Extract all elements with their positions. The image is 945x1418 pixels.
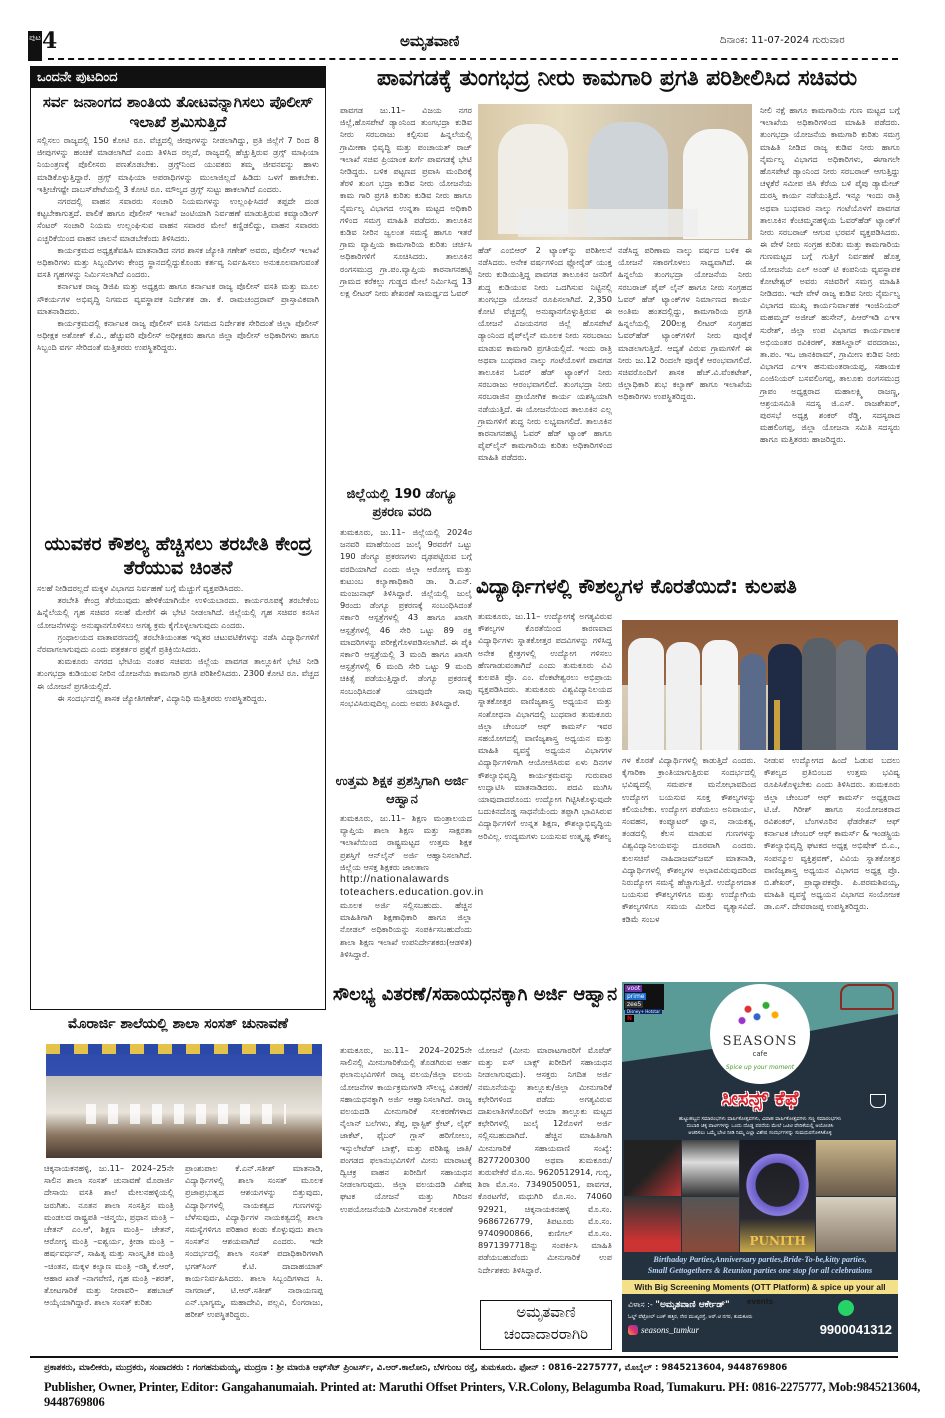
masthead: ಅಮೃತವಾಣಿ [400, 32, 460, 50]
teacher-award-text: ತುಮಕೂರು, ಜು.11– ಶಿಕ್ಷಣ ಮಂತ್ರಾಲಯದ ವ್ಯಾಪ್ತಿಯ ಶಾಲಾ ಶಿಕ್ಷಣ ಮತ್ತು ಸಾಕ್ಷರತಾ ಇಲಾಖೆಯಿಂದ ರಾಷ್ಟ್ರಮಟ್ಟದ ಉತ್ತಮ ಶಿಕ್ಷಕ ಪ್ರಶಸ್ತಿಗೆ ಆನ್‌ಲೈನ್ ಅರ್ಜಿ ಆಹ್ವಾನಿಸಲಾಗಿದೆ. ಜಿಲ್ಲೆಯ ಆಸಕ್ತ ಶಿಕ್ಷಕರು ಜಾಲತಾಣ [340, 813, 472, 872]
page-label: ಪುಟ [28, 31, 42, 61]
screening-banner: With Big Screening Moments (OTT Platform) & spice up your all events [622, 1280, 898, 1294]
ott-badge: zee5 [627, 1001, 642, 1008]
ott-badge: N [627, 1015, 633, 1022]
school-parliament-photo [46, 1044, 322, 1158]
footer-english-imprint: Publisher, Owner, Printer, Editor: Gangahanumaiah. Printed at: Maruthi Offset Printers, V.R.Colony, Belagumba Road, Tumakuru. PH: 0816-2275777, Mob:9845213604, 9448769806 [44, 1380, 921, 1409]
paragraph: ತುಮಕೂರು ನಗರದ ಭೇಟಿಯ ನಂತರ ಸಚಿವರು ಜಿಲ್ಲೆಯ ಪಾವಗಡ ತಾಲ್ಲೂಕಿಗೆ ಭೇಟಿ ನೀಡಿ ತುಂಗಭದ್ರಾ ಕುಡಿಯುವ ನೀರಿನ ಯೋಜನೆಯ ಕಾಮಗಾರಿ ಪ್ರಗತಿ ಪರಿಶೀಲಿಸಿದರು. 2300 ಕೋಟಿ ರೂ. ವೆಚ್ಚದ ಈ ಯೋಜನೆ ಪ್ರಗತಿಯಲ್ಲಿದೆ. [37, 656, 319, 691]
skills-col2: ಗಳ ಕೊರತೆ ವಿದ್ಯಾರ್ಥಿಗಳಲ್ಲಿ ಕಾಡುತ್ತಿದೆ ಎಂದರು. ಕೈಗಾರಿಕಾ ಕ್ರಾಂತಿಯಾಗುತ್ತಿರುವ ಸಂದರ್ಭದಲ್ಲಿ ಭವಿಷ್ಯದಲ್ಲಿ ಸಮರ್ಪಕ ಮನೋಭಾವದಿಂದ ಉದ್ಯೋಗ ಬಯಸುವ ಸೂಕ್ತ ಕೌಶಲ್ಯಗಳನ್ನು ಕಲಿಯಬೇಕು. ಉದ್ಯೋಗ ಪಡೆಯಲು ಅನಿವಾರ್ಯ, ಸಂವಹನ, ಕಂಪ್ಯೂಟರ್ ಜ್ಞಾನ, ನಾಯಕತ್ವ, ತಂಡದಲ್ಲಿ ಕೆಲಸ ಮಾಡುವ ಗುಣಗಳನ್ನು ವಿಶ್ವವಿದ್ಯಾನಿಲಯವನ್ನು ದೂರವಾಗಿ ಎಂದರು. ಕುಲಸಚಿವೆ ನಾಹಿದಾಜಮ್‌ಜಮ್ ಮಾತನಾಡಿ, ವಿದ್ಯಾರ್ಥಿಗಳಲ್ಲಿ ಕೌಶಲ್ಯಗಳ ಅಭಾವವಿರುವುದರಿಂದ ನಿರುದ್ಯೋಗ ಸಮಸ್ಯೆ ಹೆಚ್ಚಾಗುತ್ತಿದೆ. ಉದ್ಯೋಗದಾತ ಬಯಸುವ ಕೌಶಲ್ಯಗಳಿಗೂ ಮತ್ತು ಉದ್ಯೋಗಿಯ ಕೌಶಲ್ಯಗಳಿಗೂ ಸಮಯ ಮೀರಿದ ವ್ಯತ್ಯಾಸವಿದೆ. ಕಡಿಮೆ ಸಂಬಳ [622, 755, 756, 924]
ad-description [626, 1116, 894, 1137]
certificates [86, 1104, 286, 1124]
main-story-col1: ಪಾವಗಡ ಜು.11– ವಿಜಯ ನಗರ ಜಿಲ್ಲೆ,ಹೊಸಪೇಟೆ ಡ್ಯಾಂನಿಂದ ತುಂಗಭದ್ರಾ ಕುಡಿವ ನೀರು ಸರಬರಾಜು ಕಲ್ಪಿಸುವ ಹಿನ್ನಲೆಯಲ್ಲಿ ಗ್ರಾಮೀಣಾ ಭಿವೃದ್ಧಿ ಮತ್ತು ಪಂಚಾಯತ್ ರಾಜ್ ಇಲಾಖೆ ಸಚಿವ ಪ್ರಿಯಾಂಕ ಖರ್ಗೆ ಪಾವಗಡಕ್ಕೆ ಭೇಟಿ ನೀಡಿದ್ದರು. ಬಳಿಕ ಪಟ್ಟಣದ ಪ್ರವಾಸಿ ಮಂದಿರಕ್ಕೆ ತೆರಳಿ ತುಂಗ ಭದ್ರಾ ಕುಡಿವ ನೀರು ಯೋಜನೆಯ ಕಾಮ ಗಾರಿ ಪ್ರಗತಿ ಕುರಿತು ಕುಡಿವ ನೀರು ಹಾಗೂ ನೈರ್ಮಲ್ಯ ವಿಭಾಗದ ಉನ್ನತಾ ಮಟ್ಟದ ಅಧಿಕಾರಿ ಗಳಿಂದ ಸಮಗ್ರ ಮಾಹಿತಿ ಪಡೆದರು. ತಾಲೂಕಿನ ಕುಡಿವ ನೀರಿನ ಜ್ವಲಂತ ಸಮಸ್ಯೆ ಹಾಗೂ ಇತರೆ ಗ್ರಾಮ ವ್ಯಾಪ್ತಿಯ ಕಾಮಗಾರಿಯ ಕುರಿತು ಚರ್ಚಿಸಿ ಅಧಿಕಾರಿಗಳಿಗೆ ಸೂಚಿಸಿದರು. ತಾಲೂಕಿನ ರಂಗಸಮುದ್ರ ಗ್ರಾ.ಪಂ.ವ್ಯಾಪ್ತಿಯ ಕಾರನಾಗನಹಟ್ಟಿ ಗ್ರಾಮದ ಕರೆಕಲ್ಲು ಗುಡ್ಡದ ಮೇಲೆ ನಿರ್ಮಿಸಿದ್ದ 13 ಲಕ್ಷ ಲೀಟರ್ ನೀರು ಶೇಖರಣೆ ಸಾಮರ್ಥ್ಯದ ಓವರ್ [340, 105, 472, 299]
award-url-line2[interactable]: toteachers.education.gov.in [340, 886, 484, 899]
dengue-body: ತುಮಕೂರು, ಜು.11– ಜಿಲ್ಲೆಯಲ್ಲಿ 2024ರ ಜನವರಿ ಮಾಹೆಯಿಂದ ಜುಲೈ 9ರವರೆಗೆ ಒಟ್ಟು 190 ಡೆಂಗ್ಯೂ ಪ್ರಕರಣಗಳು ದೃಢಪಟ್ಟಿರುವ ಬಗ್ಗೆ ವರದಿಯಾಗಿದೆ ಎಂದು ಜಿಲ್ಲಾ ಆರೋಗ್ಯ ಮತ್ತು ಕುಟುಂಬ ಕಲ್ಯಾಣಾಧಿಕಾರಿ ಡಾ. ಡಿ.ಎನ್. ಮಂಜುನಾಥ್ ತಿಳಿಸಿದ್ದಾರೆ. ಜಿಲ್ಲೆಯಲ್ಲಿ ಜುಲೈ 9ರಂದು ಡೆಂಗ್ಯೂ ಪ್ರಕರಣಕ್ಕೆ ಸಂಬಂಧಿಸಿದಂತೆ ಸರ್ಕಾರಿ ಆಸ್ಪತ್ರೆಗಳಲ್ಲಿ 43 ಹಾಗೂ ಖಾಸಗಿ ಆಸ್ಪತ್ರೆಗಳಲ್ಲಿ 46 ಸೇರಿ ಒಟ್ಟು 89 ರಕ್ತ ಮಾದರಿಗಳನ್ನು ಪರೀಕ್ಷೆಗೊಳಪಡಿಸಲಾಗಿದೆ. ಈ ಪೈಕಿ ಸರ್ಕಾರಿ ಆಸ್ಪತ್ರೆಯಲ್ಲಿ 3 ಮಂದಿ ಹಾಗೂ ಖಾಸಗಿ ಆಸ್ಪತ್ರೆಗಳಲ್ಲಿ 6 ಮಂದಿ ಸೇರಿ ಒಟ್ಟು 9 ಮಂದಿ ಚಿಕಿತ್ಸೆ ಪಡೆಯುತ್ತಿದ್ದಾರೆ. ಡೆಂಗ್ಯೂ ಪ್ರಕರಣಕ್ಕೆ ಸಂಬಂಧಿಸಿದಂತೆ ಯಾವುದೇ ಸಾವು ಸಂಭವಿಸಿರುವುದಿಲ್ಲ ಎಂದು ಅವರು ತಿಳಿಸಿದ್ದಾರೆ. [340, 527, 472, 708]
party-types-line: Birthaday Parties,Anniversary parties,Bride-To-be,kitty parties, [653, 1255, 867, 1264]
subscription-cta: ಚಂದಾದಾರರಾಗಿರಿ [503, 1325, 589, 1343]
continued-section [30, 66, 326, 1010]
lamp-lighting-photo [622, 620, 898, 750]
instagram-handle[interactable] [628, 1325, 699, 1335]
minister-meeting-photo [478, 104, 752, 240]
ott-badges [624, 984, 664, 1022]
paragraph: ಕಾರ್ಯಕ್ರಮದಲ್ಲಿ ಕರ್ನಾಟಕ ರಾಜ್ಯ ಪೊಲೀಸ್ ವಸತಿ ನಿಗಮದ ನಿರ್ದೇಶಕ ಸೇರಿದಂತೆ ಜಿಲ್ಲಾ ಪೊಲೀಸ್ ಅಧೀಕ್ಷಕ ಅಶೋಕ್ ಕೆ.ವಿ., ಹೆಚ್ಚುವರಿ ಪೊಲೀಸ್ ಅಧೀಕ್ಷಕರು ಹಾಗೂ ಜಿಲ್ಲಾ ಪೊಲೀಸ್ ಅಧಿಕಾರಿಗಳು ಹಾಗೂ ಸಿಬ್ಬಂದಿ ವರ್ಗ ಸೇರಿದಂತೆ ಮತ್ತಿತರರು ಉಪಸ್ಥಿತರಿದ್ದರು. [37, 318, 319, 353]
youth-skills-body [31, 582, 325, 974]
cafe-logo-icon [840, 984, 894, 1010]
school-parliament-col1: ಚಿಕ್ಕನಾಯಕನಹಳ್ಳಿ, ಜು.11– 2024–25ನೇ ಸಾಲಿನ ಶಾಲಾ ಸಂಸತ್ ಚುನಾವಣೆ ಮೊರಾರ್ಜಿ ದೇಸಾಯಿ ವಸತಿ ಶಾಲೆ ಮೇಲನಹಳ್ಳಿಯಲ್ಲಿ ಜರುಗಿತು. ನೂತನ ಶಾಲಾ ಸಂಸತ್ತಿನ ಮಂತ್ರಿ ಮಂಡಲದ ರಾಷ್ಟ್ರಪತಿ –ಚಿನ್ಮಯಿ, ಪ್ರಧಾನ ಮಂತ್ರಿ –ಚೇತನ್ ಎಂ.ಆಿ, ಶಿಕ್ಷಣ ಮಂತ್ರಿ– ಚೇತನ್, ಆರೋಗ್ಯ ಮಂತ್ರಿ –ಐಶ್ವರ್ಯ, ಕ್ರೀಡಾ ಮಂತ್ರಿ –ಹರ್ಷವರ್ಧನ್, ಸಾಹಿತ್ಯ ಮತ್ತು ಸಾಂಸ್ಕೃತಿಕ ಮಂತ್ರಿ –ಚಿಂತನ, ಮಕ್ಕಳ ಕಲ್ಯಾಣ ಮಂತ್ರಿ –ರಶ್ಮಿ ಕೆ.ಆರ್, ಆಹಾರ ಖಾತೆ –ನಾಗವೇಣಿ, ಗೃಹ ಮಂತ್ರಿ –ಶರತ್, ತೋಟಗಾರಿಕೆ ಮತ್ತು ನೀರಾವರಿ– ಶಹಬಾಜ್ ಆಯ್ಕೆಯಾಗಿದ್ದಾರೆ. ಶಾಲಾ ಸಂಸತ್ ಕುರಿತು [44, 1163, 174, 1308]
logo-tagline: Spice up your moment [725, 1064, 795, 1071]
skills-col3: ನೀಡುವ ಉದ್ಯೋಗದ ಹಿಂದೆ ಓಡುವ ಬದಲು ಕೌಶಲ್ಯದ ಪ್ರತಿಬಿಂಬದ ಉತ್ತಮ ಭವಿಷ್ಯ ರೂಪಿಸಿಕೊಳ್ಳಬೇಕು ಎಂದು ತಿಳಿಸಿದರು. ತುಮಕೂರು ಜಿಲ್ಲಾ ಚೇಂಬರ್ ಆಫ್ ಕಾಮರ್ಸ್ ಅಧ್ಯಕ್ಷರಾದ ಟಿ.ಜೆ. ಗಿರೀಶ್ ಹಾಗೂ ಸಂಯೋಜಕರಾದ ರವಿಶಂಕರ್, ಬೆಂಗಳೂರಿನ ಫೆಡರೇಶನ್ ಆಫ್ ಕರ್ನಾಟಕ ಚೇಂಬರ್ ಆಫ್ ಕಾಮರ್ಸ್ & ಇಂಡಸ್ಟ್ರಿಯ ಕೌಶಲ್ಯಾಭಿವೃದ್ಧಿ ಘಟಕದ ಅಧ್ಯಕ್ಷ ಅಭಿಷೇಕ್ ಬಿ.ಎ., ಸಂಪನ್ಮೂಲ ವ್ಯಕ್ತಿಶ್ರವಣ್, ವಿವಿಯ ಸ್ನಾತಕೋತ್ತರ ವಾಣಿಜ್ಯಶಾಸ್ತ್ರ ಅಧ್ಯಯನ ವಿಭಾಗದ ಅಧ್ಯಕ್ಷ ಪ್ರೊ. ಬಿ.ಶೇಖರ್, ಪ್ರಾಧ್ಯಾಪಕಪ್ರೊ. ಪಿ.ಪರಮಶಿವಯ್ಯ, ಮಾಹಿತಿ ವ್ಯವಸ್ಥೆ ಅಧ್ಯಯನ ವಿಭಾಗದ ಸಂಯೋಜಕ ಡಾ.ಎಸ್. ದೇವರಾಜಪ್ಪ ಉಪಸ್ಥಿತರಿದ್ದರು. [764, 755, 900, 912]
collage-photo [682, 1140, 739, 1196]
tree-icon [730, 994, 790, 1032]
footer-kannada-imprint: ಪ್ರಕಾಶಕರು, ಮಾಲೀಕರು, ಮುದ್ರಕರು, ಸಂಪಾದಕರು : ಗಂಗಹನುಮಯ್ಯ, ಮುದ್ರಣ : ಶ್ರೀ ಮಾರುತಿ ಆಫ್‌ಸೆಟ್ ಪ್ರಿಂಟರ್ಸ್, ವಿ.ಆರ್.ಕಾಲೋನಿ, ಬೆಳಗುಂಬ ರಸ್ತೆ, ತುಮಕೂರು. ಫೋನ್ : 0816–2275777, ಮೊಬೈಲ್ : 9845213604, 9448769806 [44, 1363, 788, 1373]
whatsapp-icon [838, 1300, 854, 1316]
school-parliament-col2: ಪ್ರಾಂಶುಪಾಲ ಕೆ.ಎನ್.ಸತೀಶ್ ಮಾತನಾಡಿ, ವಿದ್ಯಾರ್ಥಿಗಳಲ್ಲಿ ಶಾಲಾ ಸಂಸತ್ ಮೂಲಕ ಪ್ರಜಾಪ್ರಭುತ್ವದ ಆಶಯಗಳನ್ನು ಬಿತ್ತುವುದು, ವಿದ್ಯಾರ್ಥಿಗಳಲ್ಲಿ ನಾಯಕತ್ವದ ಗುಣಗಳನ್ನು ಬೆಳೆಸುವುದು, ವಿದ್ಯಾರ್ಥಿಗಳ ನಾಯಕತ್ವದಲ್ಲಿ ಶಾಲಾ ಸಮಸ್ಯೆಗಳಿಗೂ ಪರಿಹಾರ ಕಂಡು ಕೊಳ್ಳುವುದು ಶಾಲಾ ಸಂಸತ್‌ನ ಆಶಯವಾಗಿದೆ ಎಂದರು. ಇದೇ ಸಂದರ್ಭದಲ್ಲಿ ಶಾಲಾ ಸಂಸತ್ ಪದಾಧಿಕಾರಿಗಳಾಗಿ ಭಗತ್‌ಸಿಂಗ್ ಕೆ.ಟಿ. ದಾದಾಹಯಾತ್ ಕಾರ್ಯನಿರ್ವಹಿಸಿದರು. ಶಾಲಾ ಸಿಬ್ಬಂದಿಗಳಾದ ಸಿ. ನಾಗರಾಜ್, ಟಿ.ಆರ್.ಸತೀಶ್ ನಾರಾಯಣಪ್ಪ ಎನ್.ಭಾಗ್ಯಮ್ಮ, ಮಹಾದೇವಿ, ಪಲ್ಲವಿ, ಲಿಂಗರಾಜು, ಹರೀಶ್ ಉಪಸ್ಥಿತರಿದ್ದರು. [185, 1163, 323, 1320]
ott-badge: Disney+ Hotstar [627, 1009, 661, 1014]
ad-desc-line: ಹುಟ್ಟುಹಬ್ಬದ ಸಮಾರಂಭಗಳು ವಾರ್ಷಿಕೋತ್ಸವಗಳು, ವಿವಾಹ ವಾರ್ಷಿಕೋತ್ಸವಗಳು ಸಣ್ಣ ಸಮಾರಂಭಗಳು [678, 1116, 842, 1122]
oil-lamp [774, 700, 780, 750]
paragraph: ಈ ಸಂದರ್ಭದಲ್ಲಿ ಶಾಸಕ ಜ್ಯೋತಿಗಣೇಶ್, ವಿದ್ಯಾನಿಧಿ ಮತ್ತಿತರರು ಉಪಸ್ಥಿತರಿದ್ದರು. [57, 692, 267, 703]
ott-badge: voot [627, 985, 641, 992]
ad-phone[interactable]: 9900041312 [819, 1322, 892, 1337]
skills-col1: ತುಮಕೂರು, ಜು.11– ಉದ್ಯೋಗಕ್ಕೆ ಅಗತ್ಯವಿರುವ ಕೌಶಲ್ಯಗಳ ಕೊರತೆಯಿಂದ ಕಾರಣವಾದ ವಿದ್ಯಾರ್ಥಿಗಳು ಸ್ನಾತಕೋತ್ತರ ಪದವಿಗಳನ್ನು ಗಳಿಸಿದ್ದ ಅನೇಕ ಕ್ಷೇತ್ರಗಳಲ್ಲಿ ಉದ್ಯೋಗ ಗಳಿಸಲು ಹೆಣಗಾಡುವಂತಾಗಿದೆ ಎಂದು ತುಮಕೂರು ವಿವಿ ಕುಲಪತಿ ಪ್ರೊ. ಎಂ. ವೆಂಕಟೇಶ್ವರಲು ಅಭಿಪ್ರಾಯ ವ್ಯಕ್ತಪಡಿಸಿದರು. ತುಮಕೂರು ವಿಶ್ವವಿದ್ಯಾನಿಲಯದ ಸ್ನಾತಕೋತ್ತರ ವಾಣಿಜ್ಯಶಾಸ್ತ್ರ ಅಧ್ಯಯನ ಮತ್ತು ಸಂಶೋಧನಾ ವಿಭಾಗದಲ್ಲಿ ಬುಧವಾರ ತುಮಕೂರು ಜಿಲ್ಲಾ ಚೇಂಬರ್ ಆಫ್ ಕಾಮರ್ಸ್ ಇವರ ಸಹಯೋಗದಲ್ಲಿ ವಾಣಿಜ್ಯಶಾಸ್ತ್ರ ಅಧ್ಯಯನ ಮತ್ತು ಮಾಹಿತಿ ವ್ಯವಸ್ಥೆ ಅಧ್ಯಯನ ವಿಭಾಗಗಳ ವಿದ್ಯಾರ್ಥಿಗಳಿಗಾಗಿ ಆಯೋಜಿಸಿರುವ ಏಳು ದಿನಗಳ ಕೌಶಲ್ಯಾಭಿವೃದ್ಧಿ ಕಾರ್ಯಕ್ರಮವನ್ನು ಗುರುವಾರ ಉದ್ಘಾಟಿಸಿ ಮಾತನಾಡಿದರು. ಪದವಿ ಮುಗಿಸಿ ಯಾವುದಾದರೊಂದು ಉದ್ಯೋಗ ಗಿಟ್ಟಿಸಿಕೊಳ್ಳುವುದೇ ಬದುಕಿನದೊಡ್ಡ ಸಾಧನೆಯೆಂದು ತಪ್ಪಾಗಿ ಭಾವಿಸಿರುವ ವಿದ್ಯಾರ್ಥಿಗಳಿಗೆ ಉನ್ನತ ಶಿಕ್ಷಣ, ಕೌಶಲ್ಯಾಭಿವೃದ್ಧಿಯ ಅರಿವಿಲ್ಲ. ಉದ್ಯಮಗಳು ಬಯಸುವ ಉತ್ಕೃಷ್ಟ ಕೌಶಲ್ಯ [478, 611, 612, 841]
seasons-logo [710, 984, 810, 1084]
paragraph: ತರಬೇತಿ ಕೇಂದ್ರ ತೆರೆಯುವುದು ಹೇಳಿಕೆಯಾಗಿಯೇ ಉಳಿಯಬಾರದು. ಕಾರ್ಯರೂಪಕ್ಕೆ ತರಬೇಕೆಂಬ ಹಿನ್ನೆಲೆಯಲ್ಲಿ ಗೃಹ ಸಚಿವರ ಸಲಹೆ ಮೇರೆಗೆ ಈ ಭೇಟಿ ನೀಡಲಾಗಿದೆ. ಜಿಲ್ಲೆಯಲ್ಲಿ ಗೃಹ ಸಚಿವರ ಕನಸಿನ ಯೋಜನೆಗಳನ್ನು ಅನುಷ್ಠಾನಗೊಳಿಸಲು ಅಗತ್ಯ ಕ್ರಮ ಕೈಗೊಳ್ಳಲಾಗುವುದು ಎಂದರು. [37, 595, 319, 630]
award-url[interactable] [340, 873, 484, 899]
address-label: ವಿಳಾಸ :- [628, 1300, 653, 1309]
party-types-line: Small Gettogethers & Reunion parties one stop for all celebrations [647, 1266, 873, 1275]
teacher-award-headline: ಉತ್ತಮ ಶಿಕ್ಷಕ ಪ್ರಶಸ್ತಿಗಾಗಿ ಅರ್ಜಿ ಆಹ್ವಾನ [335, 774, 469, 807]
person [666, 642, 700, 750]
subscription-box[interactable] [480, 1300, 612, 1350]
collage-photo [624, 1197, 681, 1253]
person [866, 644, 898, 750]
issue-date: ದಿನಾಂಕ: 11-07-2024 ಗುರುವಾರ [720, 35, 845, 46]
ad-desc-line: ಆಚರಿಸಲು ಒಮ್ಮೆ ಭೇಟಿ ನೀಡಿ ನಿಮ್ಮ ಎಲ್ಲಾ ವಿಶೇಷ ಸಂದರ್ಭಗಳನ್ನು ಸುಮಧುರಗೊಳಿಸಿಕೊಳ್ಳಿ [688, 1130, 832, 1136]
collage-photo [682, 1197, 739, 1253]
coffee-cup-icon [870, 1094, 886, 1108]
ad-address [628, 1300, 730, 1310]
ott-badge: prime [627, 993, 645, 1000]
main-story-headline: ಪಾವಗಡಕ್ಕೆ ತುಂಗಭದ್ರ ನೀರು ಕಾಮಗಾರಿ ಪ್ರಗತಿ ಪರಿಶೀಲಿಸಿದ ಸಚಿವರು [376, 66, 858, 91]
header-divider [48, 58, 898, 60]
collage-photo [624, 1140, 681, 1196]
ad-desc-line: ದುಬಾರಿ ಚಿಕ್ಕ ಪಾರ್ಟಿಗಳನ್ನು ಒಂದು ದೊಡ್ಡ ಪರದೆಯ ಮೇಲೆ ಒಟಿಟಿ ವೇದಿಕೆಯಲ್ಲಿ ಆಯೋಜಿಸಿ [686, 1123, 834, 1129]
section-label: ಒಂದನೇ ಪುಟದಿಂದ [31, 67, 325, 88]
school-parliament-headline: ಮೊರಾರ್ಜಿ ಶಾಲೆಯಲ್ಲಿ ಶಾಲಾ ಸಂಸತ್ ಚುನಾವಣೆ [68, 1016, 288, 1032]
person [628, 638, 664, 750]
police-article-headline: ಸರ್ವ ಜನಾಂಗದ ಶಾಂತಿಯ ತೋಟವನ್ನಾಗಿಸಲು ಪೊಲೀಸ್ ಇಲಾಖೆ ಶ್ರಮಿಸುತ್ತಿದೆ [42, 93, 314, 131]
person [802, 638, 836, 750]
seasons-cafe-ad [622, 982, 898, 1352]
documents [518, 209, 698, 237]
paragraph: ಕರ್ನಾಟಕ ರಾಜ್ಯ ಡಿಜಿಪಿ ಮತ್ತು ಅಧ್ಯಕ್ಷರು ಹಾಗೂ ಕರ್ನಾಟಕ ರಾಜ್ಯ ಪೊಲೀಸ್ ವಸತಿ ಮತ್ತು ಮೂಲ ಸೌಕರ್ಯಗಳ ಅಭಿವೃದ್ಧಿ ನಿಗಮದ ವ್ಯವಸ್ಥಾಪಕ ನಿರ್ದೇಶಕ ಡಾ. ಕೆ. ರಾಮಚಂದ್ರರಾವ್ ಪ್ರಾಸ್ತಾವಿಕವಾಗಿ ಮಾತನಾಡಿದರು. [37, 281, 319, 316]
youth-skills-headline: ಯುವಕರ ಕೌಶಲ್ಯ ಹೆಚ್ಚಿಸಲು ತರಬೇತಿ ಕೇಂದ್ರ ತೆರೆಯುವ ಚಿಂತನೆ [44, 533, 312, 579]
main-story-col4: ನೀಲಿ ನಕ್ಷೆ ಹಾಗೂ ಕಾಮಗಾರಿಯ ಗುಣ ಮಟ್ಟದ ಬಗ್ಗೆ ಇಲಾಖೆಯ ಅಧಿಕಾರಿಗಳಿಂದ ಮಾಹಿತಿ ಪಡೆದರು. ತುಂಗಭದ್ರಾ ಯೋಜನೆಯ ಕಾಮಗಾರಿ ಕುರಿತು ಸಮಗ್ರ ಮಾಹಿತಿ ನೀಡಿದ ರಾಜ್ಯ ಕುಡಿವ ನೀರು ಹಾಗೂ ನೈರ್ಮಲ್ಯ ವಿಭಾಗದ ಅಧಿಕಾರಿಗಳು, ಈಗಾಗಲೇ ಹೊಸಪೇಟೆ ಡ್ಯಾಂನಿಂದ ನೀರು ಸರಬರಾಜ್ ಆಗುತ್ತಿದ್ದು ಚಳ್ಳಕೆರೆ ಸಮೀಪ ಜಿಸಿ ಕೆರೆಯ ಬಳಿ ಪೈಪು ಡ್ಯಾಮೇಜ್ ದುರಸ್ತಿ ಕಾರ್ಯ ನಡೆಯುತ್ತಿದೆ. ಇನ್ನೂ ಇಂದು ರಾತ್ರಿ ಅಥವಾ ಬುಧವಾರ ನಾಲ್ಕು ಗಂಟೆಯೊಳಗೆ ಪಾವಗಡ ತಾಲೂಕಿನ ಕೆಂಚಮ್ಮನಹಳ್ಳಿಯ ಓವರ್‌ಹೆಡ್ ಟ್ಯಾಂಕ್‌ಗೆ ನೀರು ಸರಬರಾಜ್ ಆಗುವ ಭರವಸೆ ವ್ಯಕ್ತಪಡಿಸಿದರು. ಈ ವೇಳೆ ನೀರು ಸಂಗ್ರಹ ಕುರಿತು ಮತ್ತು ಕಾಮಗಾರಿಯ ಗುಣಮಟ್ಟದ ಬಗ್ಗೆ ಗುತ್ತಿಗೆ ನಿರ್ವಹಣೆ ಹೊತ್ತ ಯೋಜನೆಯ ಎಲ್ ಅಂಡ್ ಟಿ ಕಂಪನಿಯ ವ್ಯವಸ್ಥಾಪಕ ಕೋಟೇಶ್ವರ್ ಅವರು ಸಚಿವರಿಗೆ ಸಮಗ್ರ ಮಾಹಿತಿ ನೀಡಿದರು. ಇದೇ ವೇಳೆ ರಾಜ್ಯ ಕುಡಿವ ನೀರು ನೈರ್ಮಲ್ಯ ವಿಭಾಗದ ಮುಖ್ಯ ಕಾರ್ಯನಿರ್ವಾಹಕ ಇಂಜಿನಿಯರ್ ಮಹಮ್ಮದ್ ಅಜೀಜ್ ಹುಸೇನ್, ಪಿಆರ್‌ಇಡಿ ಎಇಇ ಸುರೇಶ್, ಜಿಲ್ಲಾ ಉಪ ವಿಭಾಗದ ಕಾರ್ಯಪಾಲಕ ಅಭಿಯಂತರ ರವಿಕಿರಣ್, ತಹಸಿಲ್ದಾರ್ ವರದರಾಜು, ತಾ.ಪಂ. ಇಒ ಜಾನಕಿರಾಮ್, ಗ್ರಾಮೀಣ ಕುಡಿವ ನೀರು ವಿಭಾಗದ ಎಇಇ ಹನುಮಂತರಾಯಪ್ಪ, ಸಹಾಯಕ ಎಂಜಿನಿಯರ್ ಬಸವಲಿಂಗಪ್ಪ, ತಾಲೂಕು ರಂಗಸಮುದ್ರ ಗ್ರಾಪಂ ಅಧ್ಯಕ್ಷರಾದ ಮಹಾಲಕ್ಷ್ಮಿ ರಾಜಣ್ಣ, ಆಶ್ರಯಸಮಿತಿ ಸದಸ್ಯ ಜಿ.ಎಸ್. ರಾಜಶೇಖರ್, ಪುರಸಭೆ ಅಧ್ಯಕ್ಷ ಶಂಕರ್ ರೆಡ್ಡಿ, ಸದಸ್ಯರಾದ ಮಹಲಿಂಗಪ್ಪ, ಜಿಲ್ಲಾ ಯೋಜನಾ ಸಮಿತಿ ಸದಸ್ಯರು ಹಾಗೂ ಮತ್ತಿತರರು ಹಾಜರಿದ್ದರು. [760, 105, 900, 445]
fisheries-headline: ಸೌಲಭ್ಯ ವಿತರಣೆ/ಸಹಾಯಧನಕ್ಕಾಗಿ ಅರ್ಜಿ ಆಹ್ವಾನ [332, 984, 618, 1005]
instagram-text[interactable]: seasons_tumkur [641, 1325, 699, 1335]
instagram-icon [628, 1325, 638, 1335]
address-line: ಓಲ್ಡ್ ಪೆಟ್ರೋಲ್ ಬಂಕ್ ಹತ್ತಿರ, ನೇರ ಮುಖ್ಯರಸ್ತೆ, ಆರ್.ಟಿ ನಗರ, ತುಮಕೂರು [628, 1314, 753, 1320]
decor-banner [46, 1044, 322, 1054]
paragraph: ಸಲಹೆ ನೀಡಿದರಲ್ಲದೆ ಮಕ್ಕಳ ವಿಭಾಗದ ನಿರ್ವಹಣೆ ಬಗ್ಗೆ ಮೆಚ್ಚುಗೆ ವ್ಯಕ್ತಪಡಿಸಿದರು. [37, 583, 244, 593]
party-types [624, 1254, 896, 1276]
skills-headline: ವಿದ್ಯಾರ್ಥಿಗಳಲ್ಲಿ ಕೌಶಲ್ಯಗಳ ಕೊರತೆಯಿದೆ: ಕುಲಪತಿ [476, 574, 797, 598]
person [702, 640, 738, 750]
paragraph: ಗ್ರಂಥಾಲಯದ ವಾತಾವರಣದಲ್ಲಿ ತರಬೇತಿಯಂತಹ ಇನ್ನಿತರ ಚಟುವಟಿಕೆಗಳನ್ನು ನಡೆಸಿ ವಿದ್ಯಾರ್ಥಿಗಳಿಗೆ ನೆರವಾಗಲಾಗುವುದು ಎಂದು ಪತ್ರಕರ್ತರ ಪ್ರಶ್ನೆಗೆ ಪ್ರತಿಕ್ರಿಯಿಸಿದರು. [37, 631, 319, 655]
footer-divider [30, 1356, 898, 1358]
page-number: 4 [42, 28, 58, 54]
teacher-award-body [340, 812, 484, 982]
main-story-col2: ಹೆಡ್ ಎಂಬಿಆರ್ 2 ಟ್ಯಾಂಕ್‌ನ್ನು ಪರಿಶೀಲನೆ ನಡೆಸಿದರು. ಅನೇಕ ವರ್ಷಗಳಿಂದ ಫ್ಲೋರೈಡ್ ಯುಕ್ತ ನೀರು ಕುಡಿಯುತ್ತಿದ್ದ ಪಾವಗಡ ತಾಲೂಕಿನ ಜನರಿಗೆ ಶುದ್ಧ ಕುಡಿಯುವ ನೀರು ಒದಗಿಸುವ ನಿಟ್ಟಿನಲ್ಲಿ ತುಂಗಭದ್ರಾ ಯೋಜನೆ ರೂಪಿಸಲಾಗಿದೆ. 2,350 ಕೋಟಿ ವೆಚ್ಚದಲ್ಲಿ ಅನುಷ್ಠಾನಗೊಳ್ಳುತ್ತಿರುವ ಈ ಯೋಜನೆ ವಿಜಯನಗರ ಜಿಲ್ಲೆ ಹೊಸಪೇಟೆ ಡ್ಯಾಂನಿಂದ ಪೈಪ್‌ಲೈನ್ ಮೂಲಕ ನೀರು ಸರಬರಾಜು ಮಾಡುವ ಕಾಮಗಾರಿ ಪ್ರಗತಿಯಲ್ಲಿದೆ. ಇಂದು ರಾತ್ರಿ ಅಥವಾ ಬುಧವಾರ ನಾಲ್ಕು ಗಂಟೆಯೊಳಗೆ ಪಾವಗಡ ತಾಲೂಕಿನ ಓವರ್ ಹೆಡ್ ಟ್ಯಾಂಕ್‌ಗೆ ನೀರು ಸರಬರಾಜು ಆರಂಭವಾಗಲಿದೆ. ತುಂಗಭದ್ರಾ ನೀರು ಸರಬರಾಜಿನ ಪ್ರಾಯೋಗಿಕ ಕಾರ್ಯ ಯಶಸ್ವಿಯಾಗಿ ನಡೆಯುತ್ತಿದೆ. ಈ ಯೋಜನೆಯಿಂದ ತಾಲೂಕಿನ ಎಲ್ಲ ಗ್ರಾಮಗಳಿಗೆ ಶುದ್ಧ ನೀರು ಲಭ್ಯವಾಗಲಿದೆ. ತಾಲೂಕಿನ ಕಾರನಾಗನಹಟ್ಟಿ ಓವರ್ ಹೆಡ್ ಟ್ಯಾಂಕ್ ಹಾಗೂ ಪೈಪ್‌ಲೈನ್ ಕಾಮಗಾರಿಯ ಕುರಿತು ಅಧಿಕಾರಿಗಳಿಂದ ಮಾಹಿತಿ ಪಡೆದರು. [478, 245, 612, 463]
logo-text: SEASONS [722, 1034, 798, 1049]
logo-subtext: cafe [752, 1050, 768, 1058]
dengue-headline: ಜಿಲ್ಲೆಯಲ್ಲಿ 190 ಡೆಂಗ್ಯೂ ಪ್ರಕರಣ ವರದಿ [346, 487, 458, 520]
paragraph: ಸಲ್ಲಿಸಲು ರಾಜ್ಯದಲ್ಲಿ 150 ಕೋಟಿ ರೂ. ವೆಚ್ಚದಲ್ಲಿ ಜೀಪುಗಳನ್ನು ನೀಡಲಾಗಿದ್ದು, ಪ್ರತಿ ಜಿಲ್ಲೆಗೆ 7 ರಿಂದ 8 ಜೀಪುಗಳನ್ನು ಹಂಚಿಕೆ ಮಾಡಲಾಗಿದೆ ಎಂದು ತಿಳಿಸಿದ ರಲ್ಲದೆ, ರಾಜ್ಯದಲ್ಲಿ ಹೆಚ್ಚುತ್ತಿರುವ ಡ್ರಗ್ಸ್ ಮಾಫಿಯಾ ನಿಯಂತ್ರಣಕ್ಕೆ ಪೊಲೀಸರು ಪಣತೊಡಬೇಕು. ಡ್ರಗ್ಸ್‌ನಿಂದ ಯುವಕರು ತಮ್ಮ ಜೀವನವನ್ನು ಹಾಳು ಮಾಡಿಕೊಳ್ಳುತ್ತಿದ್ದಾರೆ. ಡ್ರಗ್ಸ್ ಮಾಫಿಯಾ ಅಪರಾಧಿಗಳನ್ನು ಮುಲಾಜಿಲ್ಲದೆ ಹಿಡಿದು ಒಳಗೆ ಹಾಕಬೇಕು. ಇತ್ತೀಚೆಗಷ್ಟೇ ದಾಬಸ್‌ಪೇಟೆಯಲ್ಲಿ 3 ಕೋಟಿ ರೂ. ಮೌಲ್ಯದ ಡ್ರಗ್ಸ್ ಸುಟ್ಟು ಹಾಕಲಾಗಿದೆ ಎಂದರು. [37, 135, 319, 194]
address-name: "ಅಮೃತವಾಣಿ ಆರ್ಕೇಡ್" [655, 1300, 730, 1310]
fisheries-col2: ಯೋಜನೆ (ಮೀನು ಮಾರಾಟಗಾರರಿಗೆ ಮೊಪೆಡ್ ಮತ್ತು ಐಸ್ ಬಾಕ್ಸ್ ಖರೀದಿಗೆ ಸಹಾಯಧನ ನೀಡಲಾಗುವುದು). ಆಸಕ್ತರು ನಿಗದಿತ ಅರ್ಜಿ ನಮೂನೆಯನ್ನು ತಾಲ್ಲೂಕು/ಜಿಲ್ಲಾ ಮೀನುಗಾರಿಕೆ ಕಛೇರಿಗಳಿಂದ ಪಡೆದು ಅಗತ್ಯವಿರುವ ದಾಖಲಾತಿಗಳೊಂದಿಗೆ ಆಯಾ ತಾಲ್ಲೂಕು ಮಟ್ಟದ ಕಛೇರಿಗಳಲ್ಲಿ ಜುಲೈ 12ರೊಳಗೆ ಅರ್ಜಿ ಸಲ್ಲಿಸಬಹುದಾಗಿದೆ. ಹೆಚ್ಚಿನ ಮಾಹಿತಿಗಾಗಿ ಮೀನುಗಾರಿಕೆ ಸಹಾಯವಾಣಿ ಸಂಖ್ಯೆ: 8277200300 ಅಥವಾ ತುಮಕೂರು/ತುರುವೇಕೆರೆ ಮೊ.ಸಂ. 9620512914, ಗುಬ್ಬಿ, ಶಿರಾ ಮೊ.ಸಂ. 7349050051, ಪಾವಗಡ, ಕೊರಟಗೆರೆ, ಮಧುಗಿರಿ ಮೊ.ಸಂ. 74060 92921, ಚಿಕ್ಕನಾಯಕನಹಳ್ಳಿ ಮೊ.ಸಂ. 9686726779, ತಿಪಟೂರು ಮೊ.ಸಂ. 9740900866, ಕುಣಿಗಲ್ ಮೊ.ಸಂ. 8971397718ನ್ನು ಸಂಪರ್ಕಿಸಿ ಮಾಹಿತಿ ಪಡೆಯಬಹುದೆಂದು ಮೀನುಗಾರಿಕೆ ಉಪ ನಿರ್ದೇಶಕರು ತಿಳಿಸಿದ್ದಾರೆ. [478, 1045, 612, 1275]
main-story-col3: ನಡೆಸಿದ್ದ ಪರಿಣಾಮ ನಾಲ್ಕು ವರ್ಷದ ಬಳಿಕ ಈ ಯೋಜನೆ ಸಕಾರಗೊಳಲು ಸಾಧ್ಯವಾಗಿದೆ. ಈ ಹಿನ್ನಲೆಯ ತುಂಗಭದ್ರಾ ಯೋಜನೆಯ ನೀರು ಸರಬರಾಜ್ ಪೈಪ್ ಲೈನ್ ಹಾಗೂ ನೀರು ಸಂಗ್ರಹದ ಓವರ್ ಹೆಡ್ ಟ್ಯಾಂಕ್‌ಗಳ ನಿರ್ಮಾಣದ ಕಾರ್ಯ ಅಂತಿಮ ಹಂತದಲ್ಲಿದ್ದು, ಕಾಮಗಾರಿಯ ಪ್ರಗತಿ ಹಿನ್ನಲೆಯಲ್ಲಿ 200ಲಕ್ಷ ಲೀಟರ್ ಸಂಗ್ರಹದ ಓವರ್‌ಹೆಡ್ ಟ್ಯಾಂಕ್‌ಗಳಿಗೆ ನೀರು ಪೂರೈಕೆ ಮಾಡಲಾಗುತ್ತಿದೆ. ಆದ್ಯತೆ ವಿರುವ ಗ್ರಾಮಗಳಿಗೆ ಈ ನೀರು ಜು.12 ರಿಂದಲೇ ಪೂರೈಕೆ ಆರಂಭವಾಗಲಿದೆ. ಸಚಿವರೊಂದಿಗೆ ಶಾಸಕ ಹೆಚ್.ವಿ.ವೆಂಕಟೇಶ್, ಜಿಲ್ಲಾಧಿಕಾರಿ ಶುಭ ಕಲ್ಯಾಣ್ ಹಾಗೂ ಇಲಾಖೆಯ ಅಧಿಕಾರಿಗಳು ಉಪಸ್ಥಿತರಿದ್ದರು. [618, 245, 752, 402]
collage-photo [816, 1140, 896, 1196]
subscription-title: ಅಮೃತವಾಣಿ [516, 1303, 576, 1321]
person [836, 640, 866, 750]
award-url-line1[interactable]: http://nationalawards [340, 873, 450, 886]
balloon-arch-photo [740, 1140, 814, 1252]
balloon-name: PUNITH [749, 1234, 806, 1248]
paragraph: ಕಾರ್ಯಕ್ರಮದ ಅಧ್ಯಕ್ಷತೆವಹಿಸಿ ಮಾತನಾಡಿದ ನಗರ ಶಾಸಕ ಜ್ಯೋತಿ ಗಣೇಶ್ ಅವರು, ಪೊಲೀಸ್ ಇಲಾಖೆ ಅಧಿಕಾರಿಗಳು ಮತ್ತು ಸಿಬ್ಬಂದಿಗಳು ಕೇಂದ್ರ ಸ್ಥಾನದಲ್ಲಿದ್ದುಕೊಂಡು ಕರ್ತವ್ಯ ನಿರ್ವಹಿಸಲು ಅನುಕೂಲವಾಗುವಂತೆ ವಸತಿ ಗೃಹಗಳನ್ನು ನಿರ್ಮಿಸಲಾಗಿದೆ ಎಂದರು. [37, 244, 319, 280]
ad-title: ಸೀಸನ್ಸ್ ಕೆಫೆ [721, 1086, 799, 1110]
paragraph: ನಗರದಲ್ಲಿ ವಾಹನ ಸವಾರರು ಸಂಚಾರಿ ನಿಯಮಗಳನ್ನು ಉಲ್ಲಂಘಿಸಿದರೆ ತಪ್ಪದೇ ದಂಡ ಕಟ್ಟಬೇಕಾಗುತ್ತದೆ. ಪಾಲಿಕೆ ಹಾಗೂ ಪೊಲೀಸ್ ಇಲಾಖೆ ಜಂಟಿಯಾಗಿ ನಿರ್ವಹಣೆ ಮಾಡುತ್ತಿರುವ ಕಮ್ಯಾಂಡಿಂಗ್ ಸೆಂಟರ್ ಸಂಚಾರಿ ನಿಯಮ ಉಲ್ಲಂಘಿಸುವ ವಾಹನ ಸವಾರರ ಮೇಲೆ ಕಣ್ಣಿಡಲಿದ್ದು, ವಾಹನ ಸವಾರರು ಎಚ್ಚರಿಕೆಯಿಂದ ವಾಹನ ಚಾಲನೆ ಮಾಡಬೇಕೆಂದು ತಿಳಿಸಿದರು. [37, 196, 319, 243]
person [740, 654, 766, 750]
police-article-body [31, 134, 325, 526]
collage-photo [816, 1197, 896, 1253]
venue-photo-collage [624, 1140, 896, 1252]
fisheries-col1: ತುಮಕೂರು, ಜು.11– 2024–2025ನೇ ಸಾಲಿನಲ್ಲಿ ಮೀನುಗಾರಿಕೆಯಲ್ಲಿ ತೊಡಗಿರುವ ಅರ್ಹ ಫಲಾನುಭವಿಗಳಿಗೆ ರಾಜ್ಯ ವಲಯ/ಜಿಲ್ಲಾ ವಲಯ ಯೋಜನೆಗಳ ಕಾರ್ಯಕ್ರಮಗಳಡಿ ಸೌಲಭ್ಯ ವಿತರಣೆ/ಸಹಾಯಧನಕ್ಕಾಗಿ ಅರ್ಜಿ ಆಹ್ವಾನಿಸಲಾಗಿದೆ. ರಾಜ್ಯ ವಲಯದಡಿ ಮೀನುಗಾರಿಕೆ ಸಲಕರಣೆಗಳಾದ ನೈಲಾನ್ ಬಲೆಗಳು, ತೆಪ್ಪ, ಪ್ಲಾಸ್ಟಿಕ್ ಕ್ರೇಟ್, ಲೈಫ್ ಜಾಕೆಟ್, ಫೈಬರ್ ಗ್ಲಾಸ್ ಹರಿಗೋಲು, ಇನ್ಸುಲೇಟೆಡ್ ಬಾಕ್ಸ್, ಮತ್ತು ಪರಿಶಿಷ್ಟ ಜಾತಿ/ಪಂಗಡದ ಫಲಾನುಭವಿಗಳಿಗೆ ಮೀನು ಮಾರಾಟಕ್ಕೆ ದ್ವಿಚಕ್ರ ವಾಹನ ಖರೀದಿಗೆ ಸಹಾಯಧನ ನೀಡಲಾಗುವುದು. ಜಿಲ್ಲಾ ವಲಯದಡಿ ವಿಶೇಷ ಘಟಕ ಯೋಜನೆ ಮತ್ತು ಗಿರಿಜನ ಉಪಯೋಜನೆಯಡಿ ಮೀನುಗಾರಿಕೆ ಸಲಕರಣೆ [340, 1045, 472, 1214]
teacher-award-text-cont: ಮೂಲಕ ಅರ್ಜಿ ಸಲ್ಲಿಸಬಹುದು. ಹೆಚ್ಚಿನ ಮಾಹಿತಿಗಾಗಿ ಶಿಕ್ಷಣಾಧಿಕಾರಿ ಹಾಗೂ ಜಿಲ್ಲಾ ನೋಡಲ್ ಅಧಿಕಾರಿಯನ್ನು ಸಂಪರ್ಕಿಸಬಹುದೆಂದು ಶಾಲಾ ಶಿಕ್ಷಣ ಇಲಾಖೆ ಉಪನಿರ್ದೇಶಕರು(ಆಡಳಿತ) ತಿಳಿಸಿದ್ದಾರೆ. [340, 900, 472, 959]
